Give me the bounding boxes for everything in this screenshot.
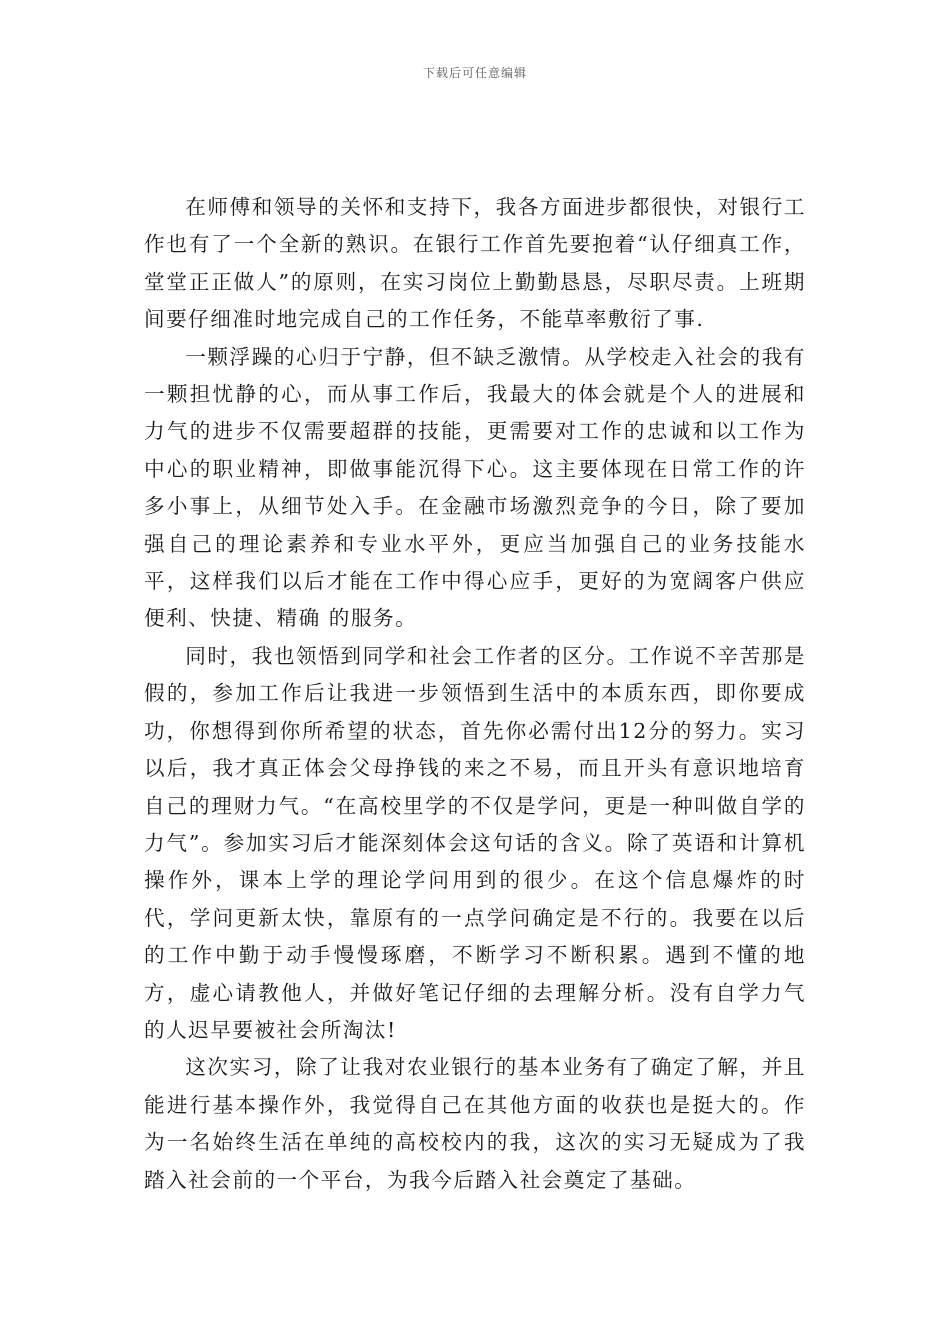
header-note: 下载后可任意编辑 <box>422 66 527 80</box>
paragraph-2: 一颗浮躁的心归于宁静，但不缺乏激情。从学校走入社会的我有一颗担忧静的心，而从事工作后，我最大的体会就是个人的进展和力气的进步不仅需要超群的技能，更需要对工作的忠诚和以工作为中心的职业精神，即做事能沉得下心。这主要体现在日常工作的许多小事上，从细节处入手。在金融市场激烈竞争的今日，除了要加强自己的理论素养和专业水平外，更应当加强自己的业务技能水平，这样我们以后才能在工作中得心应手，更好的为宽阔客户供应便利、快捷、精确 的服务。 <box>144 344 806 631</box>
paragraph-3: 同时，我也领悟到同学和社会工作者的区分。工作说不辛苦那是假的，参加工作后让我进一步领悟到生活中的本质东西，即你要成功，你想得到你所希望的状态，首先你必需付出12分的努力。实习以后，我才真正体会父母挣钱的来之不易，而且开头有意识地培育自己的理财力气。“在高校里学的不仅是学问，更是一种叫做自学的力气”。参加实习后才能深刻体会这句话的含义。除了英语和计算机操作外，课本上学的理论学问用到的很少。在这个信息爆炸的时代，学问更新太快，靠原有的一点学问确定是不行的。我要在以后的工作中勤于动手慢慢琢磨，不断学习不断积累。遇到不懂的地方，虚心请教他人，并做好笔记仔细的去理解分析。没有自学力气的人迟早要被社会所淘汰! <box>144 643 806 1042</box>
paragraph-1: 在师傅和领导的关怀和支持下，我各方面进步都很快，对银行工作也有了一个全新的熟识。在银行工作首先要抱着“认仔细真工作，堂堂正正做人”的原则，在实习岗位上勤勤恳恳，尽职尽责。上班期间要仔细准时地完成自己的工作任务，不能草率敷衍了事. <box>144 195 806 332</box>
document-body <box>144 189 806 1199</box>
paragraph-4: 这次实习，除了让我对农业银行的基本业务有了确定了解，并且能进行基本操作外，我觉得自己在其他方面的收获也是挺大的。作为一名始终生活在单纯的高校校内的我，这次的实习无疑成为了我踏入社会前的一个平台，为我今后踏入社会奠定了基础。 <box>144 1055 806 1192</box>
